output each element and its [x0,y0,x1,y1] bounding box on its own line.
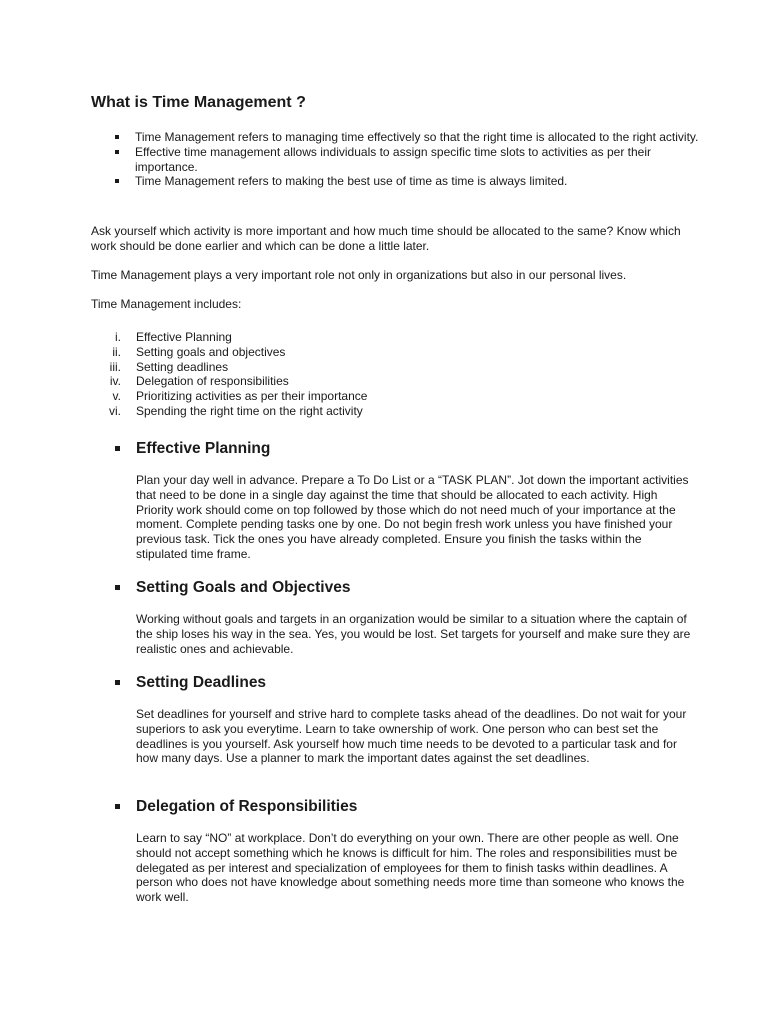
list-item [91,374,491,389]
bullet-text: Effective time management allows individuals to assign specific time slots to activities as per their importance. [135,144,652,174]
list-item [91,330,491,345]
square-bullet-icon [115,446,120,451]
paragraph-includes: Time Management includes: [91,297,242,311]
list-text: Delegation of responsibilities [136,374,289,389]
square-bullet-icon [115,585,120,590]
list-text: Effective Planning [136,330,232,344]
list-text: Spending the right time on the right activity [136,403,363,418]
intro-bullet-list [115,130,715,189]
section-paragraph-setting-deadlines: Set deadlines for yourself and strive hard to complete tasks ahead of the deadlines. Do not wait for your superiors to ask you everytime. Learn to take ownership of work. One person who can best set the deadlines is you yourself. Ask yourself how much time needs to be devoted to a particular task and for how many days. Use a planner to mark the important dates against the set deadlines. [136,707,687,766]
square-bullet-icon [115,680,120,685]
section-paragraph-setting-goals: Working without goals and targets in an organization would be similar to a situation where the captain of the ship loses his way in the sea. Yes, you would be lost. Set targets for yourself and make sure they are realistic ones and achievable. [136,612,691,656]
list-number: v. [112,389,121,404]
square-bullet-icon [115,804,120,809]
list-number: iii. [109,359,121,374]
list-number: ii. [112,344,121,359]
bullet-text: Time Management refers to making the best use of time as time is always limited. [135,174,568,189]
includes-list [91,330,491,419]
section-heading-text: Setting Goals and Objectives [136,579,351,596]
list-number: i. [115,330,121,344]
paragraph-importance: Ask yourself which activity is more important and how much time should be allocated to the same? Know which work should be done earlier and which can be done a little later. [91,224,681,253]
list-item [91,345,491,360]
paragraph-role: Time Management plays a very important role not only in organizations but also in our personal lives. [91,268,627,282]
square-bullet-icon [115,135,119,139]
square-bullet-icon [115,179,119,183]
section-heading-text: Setting Deadlines [136,674,267,691]
bullet-item [115,130,715,145]
list-number: iv. [109,374,121,389]
list-item [91,389,491,404]
square-bullet-icon [115,150,119,154]
bullet-text: Time Management refers to managing time effectively so that the right time is allocated to the right activity. [135,130,699,144]
section-heading-text: Delegation of Responsibilities [136,798,358,815]
list-text: Setting deadlines [136,359,229,374]
list-text: Setting goals and objectives [136,344,286,359]
bullet-item [115,145,715,175]
list-item [91,360,491,375]
list-number: vi. [109,403,121,418]
bullet-item [115,174,715,189]
list-item [91,404,491,419]
section-heading-text: Effective Planning [136,440,271,457]
section-paragraph-delegation: Learn to say “NO” at workplace. Don’t do everything on your own. There are other people as well. One should not accept something which he knows is difficult for him. The roles and responsibilities must be delegated as per interest and specialization of employees for them to finish tasks within deadlines. A person who does not have knowledge about something needs more time than someone who knows the work well. [136,831,685,905]
list-text: Prioritizing activities as per their importance [136,389,368,404]
section-paragraph-effective-planning: Plan your day well in advance. Prepare a To Do List or a “TASK PLAN”. Jot down the important activities that need to be done in a single day against the time that should be allocated to each activity. High Priority work should come on top followed by those which do not need much of your importance at the moment. Complete pending tasks one by one. Do not begin fresh work unless you have finished your previous task. Tick the ones you have already completed. Ensure you finish the tasks within the stipulated time frame. [136,473,689,561]
page-title: What is Time Management ? [91,94,306,111]
